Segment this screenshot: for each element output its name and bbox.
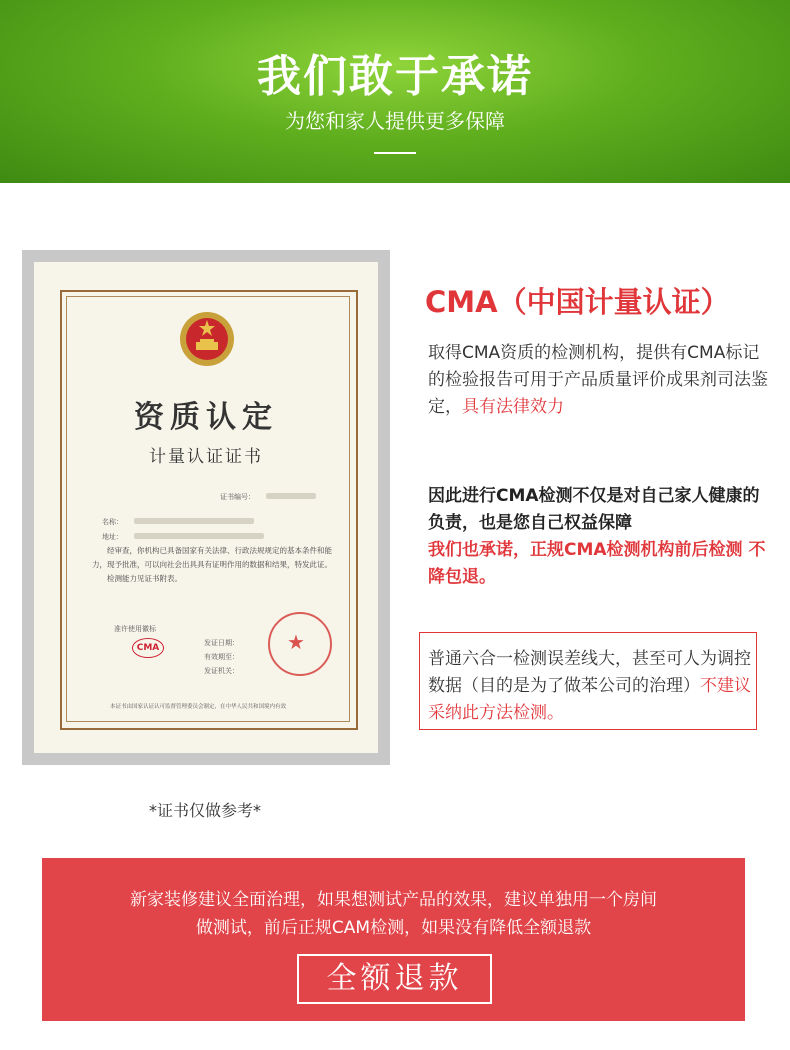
certificate-caption: *证书仅做参考* xyxy=(148,801,261,820)
certificate-image xyxy=(22,250,390,765)
national-emblem-icon xyxy=(178,310,236,368)
certificate-valid-until: 有效期至： xyxy=(204,653,239,661)
seal-star-icon: ★ xyxy=(287,630,305,654)
certificate-issuer: 发证机关： xyxy=(204,667,239,675)
cma-paragraph-1 xyxy=(428,340,768,421)
certificate-body-text-2: 检测能力见证书附表。 xyxy=(107,574,182,583)
cma-paragraph-2-highlight: 我们也承诺，正规CMA检测机构前后检测 不降包退。 xyxy=(428,540,766,587)
cma-paragraph-2-text: 因此进行CMA检测不仅是对自己家人健康的负责，也是您自己权益保障 xyxy=(428,486,760,533)
full-refund-button[interactable]: 全额退款 xyxy=(297,954,492,1004)
banner-text xyxy=(62,886,725,942)
cma-paragraph-3-text: 普通六合一检测误差线大，甚至可人为调控数据（目的是为了做苯公司的治理） xyxy=(428,649,751,696)
cma-logo-icon: CMA xyxy=(132,638,164,658)
banner-line-2: 做测试，前后正规CAM检测，如果没有降低全额退款 xyxy=(195,918,592,938)
certificate-footer-note: 本证书由国家认证认可监督管理委员会制定，在中华人民共和国境内有效 xyxy=(110,704,287,710)
certificate-title: 资质认定 xyxy=(134,400,278,435)
certificate-issue-date: 发证日期： xyxy=(204,639,239,647)
certificate-body-text: 经审查，你机构已具备国家有关法律、行政法规规定的基本条件和能力，现予批准，可以向社会出具具有证明作用的数据和结果，特发此证。 xyxy=(92,546,332,569)
cma-paragraph-3-highlight: 不建议采纳此方法检测。 xyxy=(428,676,751,723)
certificate-address-label: 地址： xyxy=(102,533,123,541)
certificate-paper xyxy=(34,262,378,753)
cma-heading: CMA（中国计量认证） xyxy=(425,285,730,319)
certificate-name-value xyxy=(134,518,254,524)
banner-line-1: 新家装修建议全面治理，如果想测试产品的效果，建议单独用一个房间 xyxy=(130,890,657,910)
cma-paragraph-1-highlight: 具有法律效力 xyxy=(462,397,564,417)
certificate-address-value xyxy=(134,533,264,539)
certificate-subtitle: 计量认证证书 xyxy=(149,447,263,467)
cma-paragraph-1-text: 取得CMA资质的检测机构，提供有CMA标记的检验报告可用于产品质量评价成果剂司法鉴定， xyxy=(428,343,768,417)
cma-paragraph-2 xyxy=(428,483,768,591)
certificate-logo-label: 准许使用徽标 xyxy=(114,625,156,633)
certificate-body xyxy=(92,544,342,586)
page-title: 我们敢于承诺 xyxy=(257,51,533,102)
hero-header xyxy=(0,0,790,183)
certificate-name-label: 名称： xyxy=(102,518,123,526)
page-subtitle: 为您和家人提供更多保障 xyxy=(285,109,505,133)
title-divider xyxy=(374,152,416,154)
cma-paragraph-3 xyxy=(428,646,758,727)
certificate-number-label: 证书编号： xyxy=(220,493,255,501)
refund-banner xyxy=(42,858,745,1021)
certificate-number-value xyxy=(266,493,316,499)
